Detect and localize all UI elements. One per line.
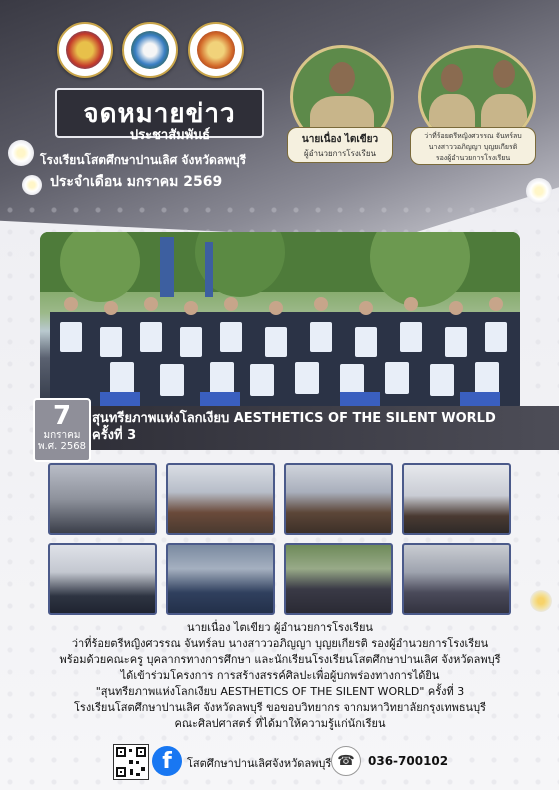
flower-decoration-icon	[526, 178, 552, 204]
issue-date: ประจำเดือน มกราคม 2569	[50, 174, 223, 190]
special-education-logo	[188, 22, 244, 78]
caption-line-2: ว่าที่ร้อยตรีหญิงศวรรณ จันทร์ลบ นางสาววอภิญญา บุญยเกียรติ รองผู้อำนวยการโรงเรียน	[71, 637, 489, 650]
deputy-name-1: ว่าที่ร้อยตรีหญิงศวรรณ จันทร์ลบ	[424, 132, 522, 140]
headline-line-2: ครั้งที่ 3	[92, 428, 137, 443]
main-group-photo	[40, 232, 520, 412]
caption-line-3: พร้อมด้วยคณะครู บุคลากรทางการศึกษา และนักเรียนโรงเรียนโสตศึกษาปานเลิศ จังหวัดลพบุรี	[59, 653, 501, 666]
activity-photo-5	[48, 543, 157, 615]
ministry-logo	[122, 22, 178, 78]
facebook-page-name[interactable]: โสตศึกษาปานเลิศจังหวัดลพบุรี	[187, 757, 332, 770]
group-photo-illustration	[40, 232, 520, 412]
event-month: มกราคม	[43, 430, 81, 441]
activity-photo-6	[166, 543, 275, 615]
event-date-box	[33, 398, 91, 462]
director-namebox	[287, 127, 393, 163]
newsletter-subtitle: ประชาสัมพันธ์	[129, 128, 211, 143]
deputy-position: รองผู้อำนวยการโรงเรียน	[435, 154, 511, 162]
activity-photo-3	[284, 463, 393, 535]
flower-decoration-icon	[22, 175, 42, 195]
event-headline	[92, 410, 542, 444]
activity-photo-8	[402, 543, 511, 615]
caption-line-1: นายเนื่อง ไตเขียว ผู้อำนวยการโรงเรียน	[187, 621, 373, 634]
flower-decoration-icon	[530, 590, 552, 612]
activity-photo-7	[284, 543, 393, 615]
deputy-namebox	[410, 127, 536, 165]
activity-photo-2	[166, 463, 275, 535]
caption-line-6: โรงเรียนโสตศึกษาปานเลิศ จังหวัดลพบุรี ขอขอบวิทยากร จากมหาวิทยาลัยกรุงเทพธนบุรี	[74, 701, 486, 714]
school-name: โรงเรียนโสตศึกษาปานเลิศ จังหวัดลพบุรี	[40, 153, 247, 167]
newsletter-title: จดหมายข่าว	[55, 88, 264, 138]
activity-photo-1	[48, 463, 157, 535]
event-description	[30, 620, 530, 732]
qr-code-icon[interactable]	[113, 744, 149, 780]
headline-line-1: สุนทรียภาพแห่งโลกเงียบ AESTHETICS OF THE SILENT WORLD	[92, 411, 496, 426]
facebook-icon[interactable]: f	[152, 746, 182, 776]
event-day: 7	[52, 401, 72, 431]
event-year: พ.ศ. 2568	[38, 441, 86, 452]
activity-photo-4	[402, 463, 511, 535]
caption-line-7: คณะศิลปศาสตร์ ที่ได้มาให้ความรู้แก่นักเรียน	[174, 717, 386, 730]
director-name: นายเนื่อง ไตเขียว	[301, 134, 379, 145]
phone-number[interactable]: 036-700102	[368, 754, 449, 768]
caption-line-4: ได้เข้าร่วมโครงการ การสร้างสรรค์ศิลปะเพื่อผู้บกพร่องทางการได้ยิน	[120, 669, 440, 682]
flower-decoration-icon	[8, 140, 34, 166]
deputy-name-2: นางสาววอภิญญา บุญยเกียรติ	[428, 143, 518, 151]
director-position: ผู้อำนวยการโรงเรียน	[304, 149, 376, 158]
phone-icon: ☎	[331, 746, 361, 776]
caption-line-5: "สุนทรียภาพแห่งโลกเงียบ AESTHETICS OF THE SILENT WORLD" ครั้งที่ 3	[95, 685, 465, 698]
school-emblem-logo	[57, 22, 113, 78]
